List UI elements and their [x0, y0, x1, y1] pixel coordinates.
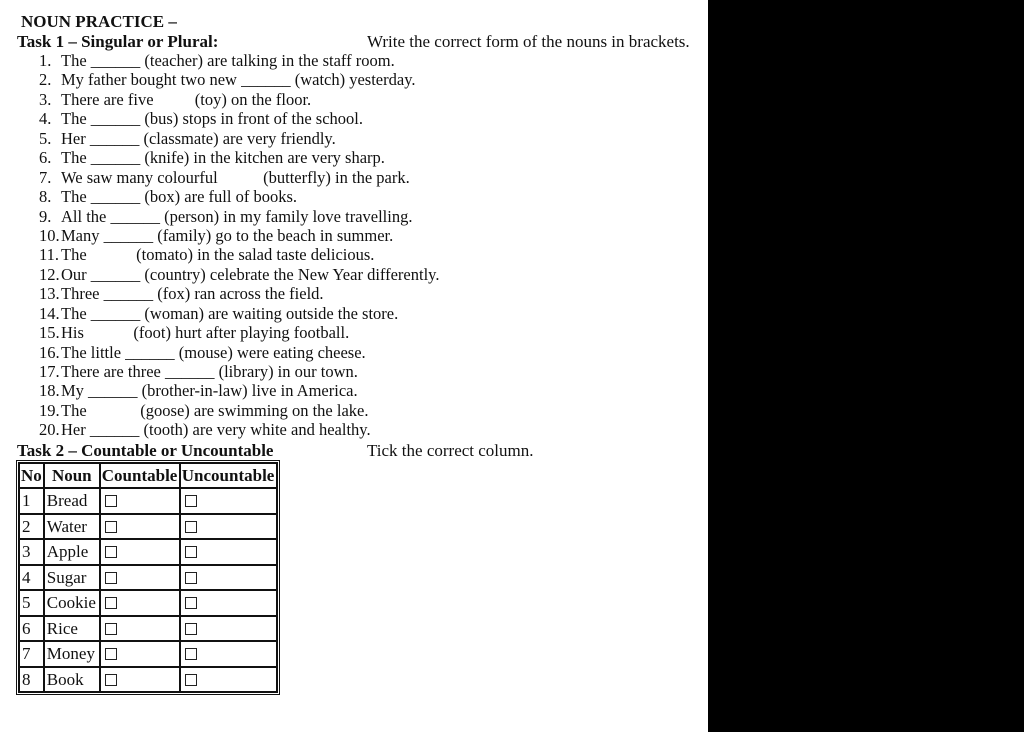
row-number: 3 — [19, 539, 44, 565]
item-sentence: There are three ______ (library) in our town. — [61, 362, 358, 381]
countable-cell — [100, 488, 180, 514]
column-header-countable: Countable — [100, 463, 180, 488]
noun-cell: Water — [44, 514, 100, 540]
uncountable-cell — [180, 667, 277, 693]
table-row — [19, 667, 277, 693]
item-number: 15. — [39, 323, 60, 343]
task1-heading: Task 1 – Singular or Plural: — [17, 32, 219, 51]
item-sentence: The (tomato) in the salad taste delicious. — [61, 245, 375, 265]
empty-black-region — [708, 0, 1024, 732]
item-sentence: The ______ (woman) are waiting outside the store. — [61, 303, 399, 323]
table-header-row — [19, 463, 277, 488]
countable-cell — [100, 616, 180, 642]
item-number: 13. — [39, 284, 60, 304]
item-sentence: Three ______ (fox) ran across the field. — [61, 284, 324, 304]
uncountable-cell — [180, 514, 277, 540]
table-row — [19, 641, 277, 667]
uncountable-cell — [180, 590, 277, 616]
countable-cell — [100, 667, 180, 693]
item-number: 7. — [39, 167, 52, 187]
item-sentence: The (goose) are swimming on the lake. — [61, 400, 369, 420]
uncountable-cell — [180, 539, 277, 565]
task2-instruction: Tick the correct column. — [367, 441, 534, 460]
row-number: 1 — [19, 488, 44, 514]
item-number: 10. — [39, 225, 60, 245]
countable-checkbox[interactable] — [105, 648, 117, 660]
worksheet-title: NOUN PRACTICE – — [21, 12, 177, 31]
uncountable-cell — [180, 565, 277, 591]
item-sentence: All the ______ (person) in my family love travelling. — [61, 206, 413, 226]
table-row — [19, 539, 277, 565]
row-number: 7 — [19, 641, 44, 667]
uncountable-cell — [180, 641, 277, 667]
table-row — [19, 488, 277, 514]
row-number: 2 — [19, 514, 44, 540]
item-sentence: The ______ (teacher) are talking in the staff room. — [61, 51, 395, 70]
countable-checkbox[interactable] — [105, 495, 117, 507]
noun-cell: Cookie — [44, 590, 100, 616]
noun-cell: Book — [44, 667, 100, 693]
table-row — [19, 514, 277, 540]
uncountable-checkbox[interactable] — [185, 674, 197, 686]
countable-cell — [100, 565, 180, 591]
countable-cell — [100, 539, 180, 565]
item-sentence: There are five (toy) on the floor. — [61, 89, 312, 109]
row-number: 5 — [19, 590, 44, 616]
item-number: 9. — [39, 206, 52, 226]
task2-heading: Task 2 – Countable or Uncountable — [17, 441, 274, 460]
item-sentence: Our ______ (country) celebrate the New Year differently. — [61, 264, 440, 284]
countable-checkbox[interactable] — [105, 546, 117, 558]
noun-cell: Apple — [44, 539, 100, 565]
item-number: 16. — [39, 342, 60, 362]
countable-checkbox[interactable] — [105, 623, 117, 635]
uncountable-checkbox[interactable] — [185, 648, 197, 660]
uncountable-checkbox[interactable] — [185, 546, 197, 558]
item-number: 14. — [39, 303, 60, 323]
item-sentence: We saw many colourful (butterfly) in the park. — [61, 167, 410, 187]
row-number: 8 — [19, 667, 44, 693]
item-sentence: Her ______ (classmate) are very friendly. — [61, 128, 336, 148]
item-sentence: His (foot) hurt after playing football. — [61, 323, 350, 343]
item-sentence: The ______ (box) are full of books. — [61, 187, 297, 207]
countable-checkbox[interactable] — [105, 521, 117, 533]
countable-table-frame — [16, 460, 280, 695]
noun-cell: Sugar — [44, 565, 100, 591]
item-number: 8. — [39, 187, 52, 207]
item-sentence: Her ______ (tooth) are very white and healthy. — [61, 420, 371, 440]
item-number: 1. — [39, 51, 52, 70]
countable-cell — [100, 641, 180, 667]
noun-cell: Money — [44, 641, 100, 667]
uncountable-checkbox[interactable] — [185, 521, 197, 533]
noun-cell: Rice — [44, 616, 100, 642]
item-sentence: My father bought two new ______ (watch) yesterday. — [61, 70, 416, 90]
table-row — [19, 616, 277, 642]
countable-checkbox[interactable] — [105, 674, 117, 686]
row-number: 4 — [19, 565, 44, 591]
task1-instruction: Write the correct form of the nouns in brackets. — [367, 32, 690, 51]
item-number: 6. — [39, 148, 52, 168]
item-sentence: The ______ (bus) stops in front of the school. — [61, 109, 364, 129]
row-number: 6 — [19, 616, 44, 642]
item-number: 17. — [39, 362, 60, 381]
item-sentence: My ______ (brother-in-law) live in America. — [61, 381, 358, 401]
item-number: 11. — [39, 245, 60, 265]
countable-cell — [100, 514, 180, 540]
item-number: 20. — [39, 420, 60, 440]
uncountable-checkbox[interactable] — [185, 597, 197, 609]
item-number: 2. — [39, 70, 52, 90]
item-number: 4. — [39, 109, 52, 129]
uncountable-cell — [180, 488, 277, 514]
item-sentence: The ______ (knife) in the kitchen are very sharp. — [61, 148, 385, 168]
item-number: 12. — [39, 264, 60, 284]
uncountable-checkbox[interactable] — [185, 623, 197, 635]
uncountable-checkbox[interactable] — [185, 572, 197, 584]
table-row — [19, 565, 277, 591]
column-header-uncountable: Uncountable — [180, 463, 277, 488]
uncountable-checkbox[interactable] — [185, 495, 197, 507]
noun-cell: Bread — [44, 488, 100, 514]
table-row — [19, 590, 277, 616]
uncountable-cell — [180, 616, 277, 642]
item-number: 5. — [39, 128, 52, 148]
column-header-noun: Noun — [44, 463, 100, 488]
column-header-no: No — [19, 463, 44, 488]
countable-checkbox[interactable] — [105, 597, 117, 609]
item-number: 18. — [39, 381, 60, 401]
item-number: 3. — [39, 89, 52, 109]
countable-checkbox[interactable] — [105, 572, 117, 584]
countable-uncountable-table — [18, 462, 278, 693]
item-sentence: Many ______ (family) go to the beach in summer. — [61, 225, 394, 245]
item-sentence: The little ______ (mouse) were eating cheese. — [61, 342, 366, 362]
countable-cell — [100, 590, 180, 616]
item-number: 19. — [39, 400, 60, 420]
